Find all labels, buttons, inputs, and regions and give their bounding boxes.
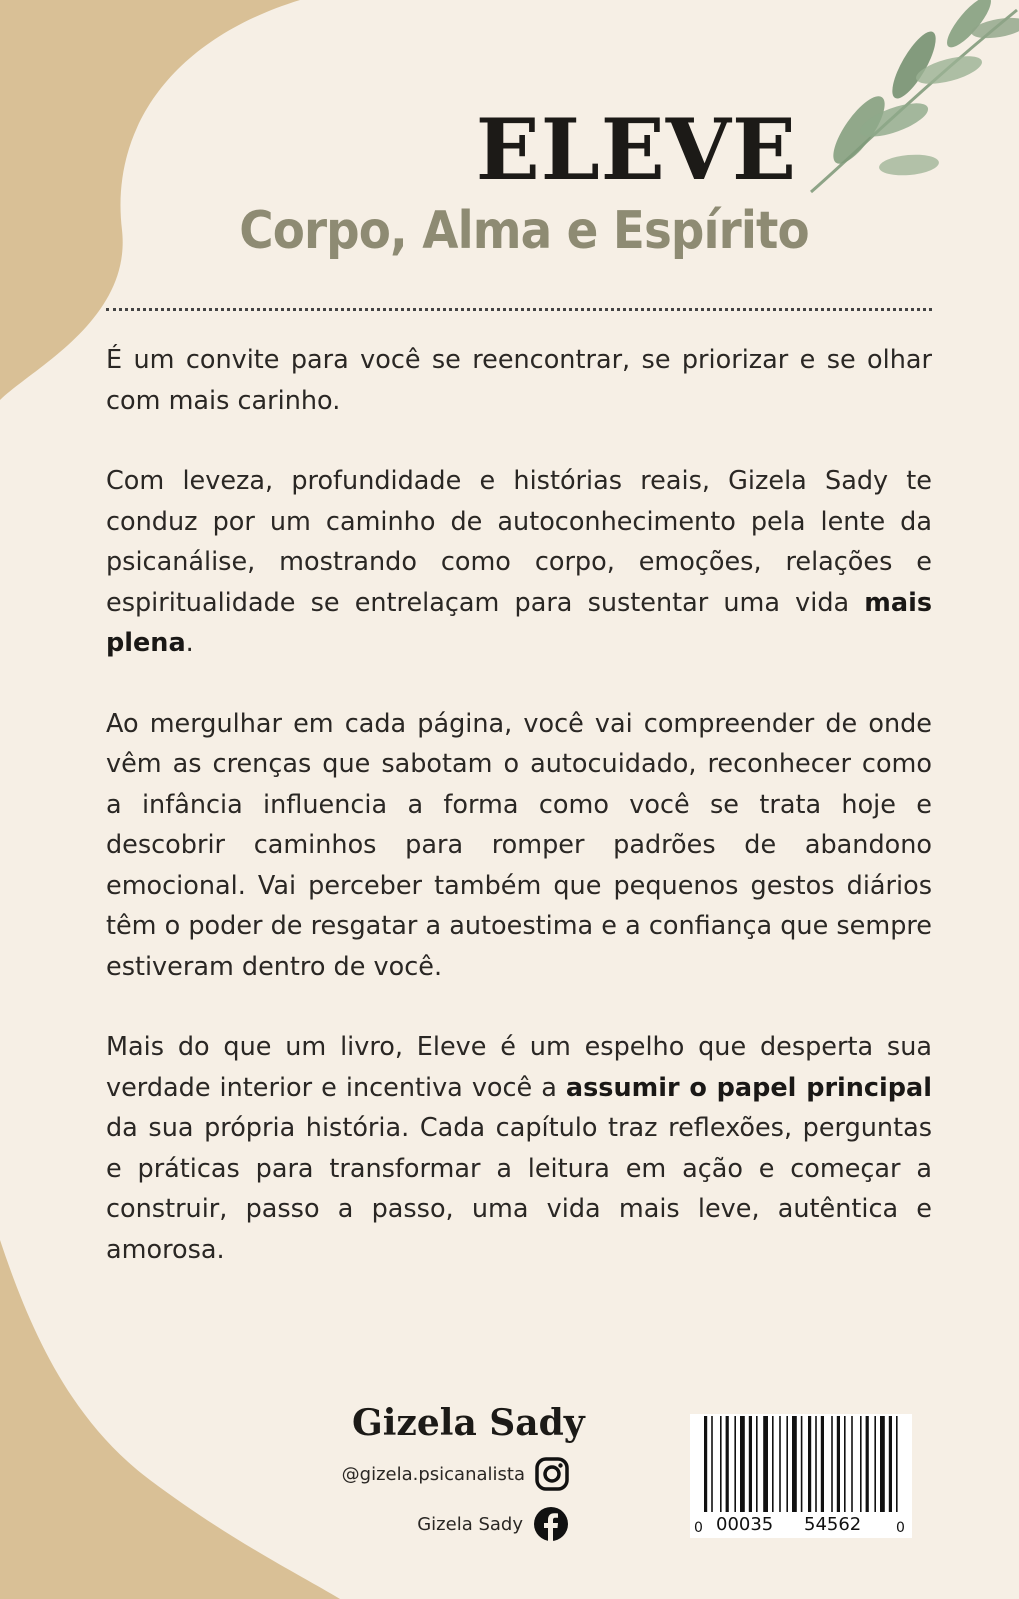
- barcode-bar: [880, 1416, 885, 1512]
- paragraph-2-text: Com leveza, profundidade e histórias reais, Gizela Sady te conduz por um caminho de autoconhecimento pela lente da psicanálise, mostrando como corpo, emoções, relações e espiritualidade se entrelaçam para sustentar uma vida: [106, 466, 932, 618]
- barcode-bar: [851, 1416, 853, 1512]
- paragraph-4-emphasis: assumir o papel principal: [565, 1072, 932, 1103]
- barcode-bar: [831, 1416, 833, 1512]
- barcode-bar: [726, 1416, 729, 1512]
- barcode-bar: [801, 1416, 803, 1512]
- barcode-bar: [896, 1416, 898, 1512]
- barcode-bar: [763, 1416, 768, 1512]
- barcode: [690, 1414, 912, 1538]
- barcode-bar: [815, 1416, 817, 1512]
- facebook-label: Gizela Sady: [417, 1513, 523, 1535]
- author-name: Gizela Sady: [352, 1402, 585, 1444]
- book-description: [106, 340, 932, 1310]
- paragraph-3: Ao mergulhar em cada página, você vai compreender de onde vêm as crenças que sabotam o autocuidado, reconhecer como a infância influencia a forma como você se trata hoje e descobrir caminhos para romper padrões de abandono emocional. Vai perceber também que pequenos gestos diários têm o poder de resgatar a autoestima e a confiança que sempre estiveram dentro de você.: [106, 708, 932, 982]
- barcode-bar: [756, 1416, 758, 1512]
- barcode-bar: [711, 1416, 713, 1512]
- barcode-bar: [860, 1416, 862, 1512]
- barcode-group-2: 54562: [804, 1514, 862, 1535]
- barcode-bar: [772, 1416, 774, 1512]
- barcode-bar: [704, 1416, 707, 1512]
- paragraph-1: É um convite para você se reencontrar, se priorizar e se olhar com mais carinho.: [106, 345, 932, 416]
- barcode-bar: [808, 1416, 811, 1512]
- dotted-divider: [106, 308, 932, 311]
- barcode-right-digit: 0: [896, 1520, 905, 1536]
- barcode-bar: [844, 1416, 846, 1512]
- instagram-label: @gizela.psicanalista: [341, 1463, 525, 1485]
- barcode-bar: [720, 1416, 722, 1512]
- paragraph-4: [106, 1027, 932, 1270]
- facebook-icon: [533, 1506, 569, 1542]
- barcode-bar: [889, 1416, 892, 1512]
- paragraph-4-text: Mais do que um livro, Eleve é um espelho que desperta sua verdade interior e incentiva você a: [106, 1032, 932, 1103]
- paragraph-4-end: da sua própria história. Cada capítulo traz reflexões, perguntas e práticas para transformar a leitura em ação e começar a construir, passo a passo, uma vida mais leve, autêntica e amorosa.: [106, 1113, 932, 1265]
- barcode-bar: [874, 1416, 876, 1512]
- instagram-handle: [342, 1457, 569, 1491]
- book-subtitle: Corpo, Alma e Espírito: [239, 201, 809, 261]
- barcode-bar: [837, 1416, 840, 1512]
- paragraph-2: [106, 461, 932, 664]
- facebook-handle: [417, 1506, 569, 1542]
- paragraph-2-end: .: [185, 628, 194, 658]
- leaf-branch-icon: [799, 0, 1019, 200]
- book-title: ELEVE: [475, 100, 797, 199]
- barcode-bar: [821, 1416, 824, 1512]
- barcode-bar: [779, 1416, 781, 1512]
- barcode-group-1: 00035: [716, 1514, 774, 1535]
- instagram-icon: [535, 1457, 569, 1491]
- barcode-bar: [734, 1416, 736, 1512]
- barcode-left-digit: 0: [694, 1520, 703, 1536]
- barcode-bar: [749, 1416, 752, 1512]
- paragraph-2-emphasis: mais plena: [106, 587, 932, 658]
- barcode-bar: [866, 1416, 869, 1512]
- barcode-bar: [786, 1416, 788, 1512]
- barcode-bar: [740, 1416, 745, 1512]
- barcode-bar: [792, 1416, 797, 1512]
